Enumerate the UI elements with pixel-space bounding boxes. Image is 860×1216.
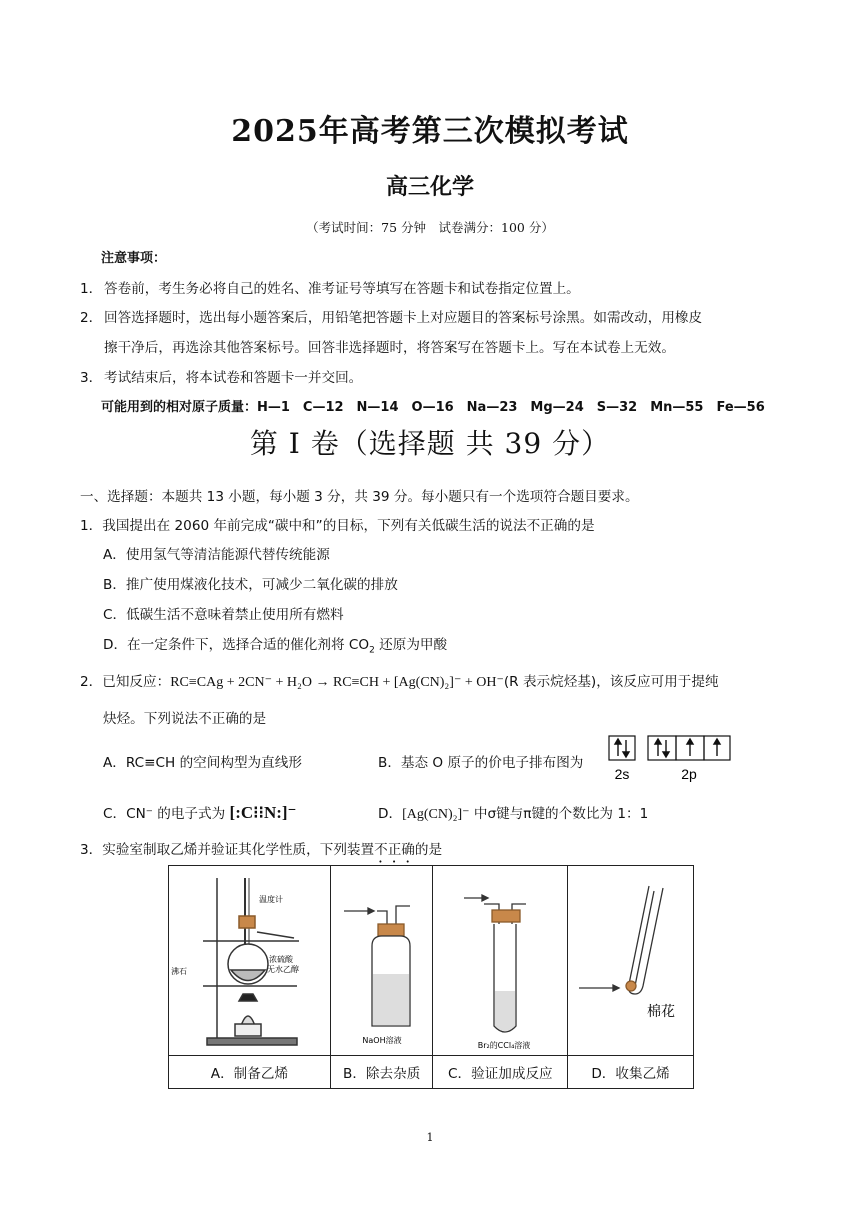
notice-item-2-cont: 擦干净后，再选涂其他答案标号。回答非选择题时，将答案写在答题卡上。写在本试卷上无效。 bbox=[104, 340, 675, 356]
subject-title: 高三化学 bbox=[385, 174, 474, 200]
page-number: 1 bbox=[426, 1131, 434, 1144]
q2-option-a: A．RC≡CH 的空间构型为直线形 bbox=[103, 755, 302, 771]
exam-title: 2025年高考第三次模拟考试 bbox=[231, 114, 629, 149]
q2-stem: 2．已知反应：RC≡CAg + 2CN⁻ + H₂O → RC≡CH + [Ag(CN)₂]⁻ + OH⁻(R 表示烷烃基)，该反应可用于提纯 bbox=[80, 674, 719, 690]
notice-item-3: 3． 考试结束后，将本试卷和答题卡一并交回。 bbox=[80, 370, 363, 386]
orbital-label-2s: 2s bbox=[614, 766, 630, 782]
orbital-2s-box bbox=[609, 736, 635, 760]
apparatus-a-cell bbox=[169, 866, 331, 1056]
volume-title: 第 I 卷（选择题 共 39 分） bbox=[249, 427, 611, 460]
q1-option-b: B．推广使用煤液化技术，可减少二氧化碳的排放 bbox=[103, 577, 398, 593]
q2-option-c: C．CN⁻ 的电子式为 [:C⁝⁝N:]⁻ bbox=[103, 803, 297, 822]
q2-equation: RC≡CAg + 2CN⁻ + H₂O → RC≡CH + [Ag(CN)₂]⁻ + OH⁻ bbox=[170, 675, 504, 690]
apparatus-d-cell bbox=[568, 866, 694, 1056]
q1-option-a: A．使用氢气等清洁能源代替传统能源 bbox=[103, 547, 330, 563]
orbital-diagram bbox=[608, 734, 732, 782]
q2-option-d: D．[Ag(CN)₂]⁻ 中σ键与π键的个数比为 1：1 bbox=[378, 806, 649, 822]
label-boiling-chip: 沸石 bbox=[171, 967, 188, 976]
caption-a: A．制备乙烯 bbox=[169, 1056, 331, 1089]
gas-collection-figure bbox=[569, 866, 693, 1051]
label-naoh: NaOH溶液 bbox=[362, 1036, 402, 1045]
notice-item-1: 1． 答卷前，考生务必将自己的姓名、准考证号等填写在答题卡和试卷指定位置上。 bbox=[80, 281, 580, 297]
notice-heading: 注意事项： bbox=[101, 251, 167, 266]
label-ethanol: 无水乙醇 bbox=[267, 965, 300, 974]
q1-stem: 1．我国提出在 2060 年前完成“碳中和”的目标，下列有关低碳生活的说法不正确的是 bbox=[80, 518, 595, 534]
orbital-label-2p: 2p bbox=[681, 766, 697, 782]
q1-option-c: C．低碳生活不意味着禁止使用所有燃料 bbox=[103, 607, 344, 623]
label-conc-acid: 浓硫酸 bbox=[269, 955, 294, 964]
apparatus-table bbox=[168, 865, 694, 1089]
orbital-2p-box-1 bbox=[648, 736, 676, 760]
atomic-masses: 可能用到的相对原子质量：H—1 C—12 N—14 O—16 Na—23 Mg—24 S—32 Mn—55 Fe—56 bbox=[101, 400, 765, 415]
q3-stem: 3．实验室制取乙烯并验证其化学性质，下列装置不正确的是 bbox=[80, 842, 443, 858]
caption-b: B．除去杂质 bbox=[330, 1056, 433, 1089]
caption-d: D．收集乙烯 bbox=[568, 1056, 694, 1089]
label-thermometer: 温度计 bbox=[259, 895, 284, 904]
q2-stem-cont: 炔烃。下列说法不正确的是 bbox=[103, 711, 267, 727]
q2-option-b: B．基态 O 原子的价电子排布图为 bbox=[378, 755, 584, 771]
label-cotton: 棉花 bbox=[646, 1004, 675, 1020]
caption-c: C．验证加成反应 bbox=[433, 1056, 568, 1089]
apparatus-b-cell bbox=[330, 866, 433, 1056]
exam-info: （考试时间：75 分钟 试卷满分：100 分） bbox=[306, 220, 554, 235]
notice-item-2: 2． 回答选择题时，选出每小题答案后，用铅笔把答题卡上对应题目的答案标号涂黑。如需改动，用橡皮 bbox=[80, 310, 703, 326]
washing-bottle-figure bbox=[332, 866, 432, 1051]
q1-option-d: D．在一定条件下，选择合适的催化剂将 $CO_2$ 还原为甲酸 bbox=[103, 637, 448, 656]
test-tube-figure bbox=[434, 866, 566, 1051]
ethylene-preparation-figure bbox=[169, 866, 329, 1051]
cn-electron-formula: [:C⁝⁝N:]⁻ bbox=[229, 803, 297, 822]
label-br2: Br₂的CCl₄溶液 bbox=[478, 1041, 531, 1050]
section-heading: 一、选择题：本题共 13 小题，每小题 3 分，共 39 分。每小题只有一个选项符合题目要求。 bbox=[80, 489, 639, 505]
apparatus-c-cell bbox=[433, 866, 568, 1056]
